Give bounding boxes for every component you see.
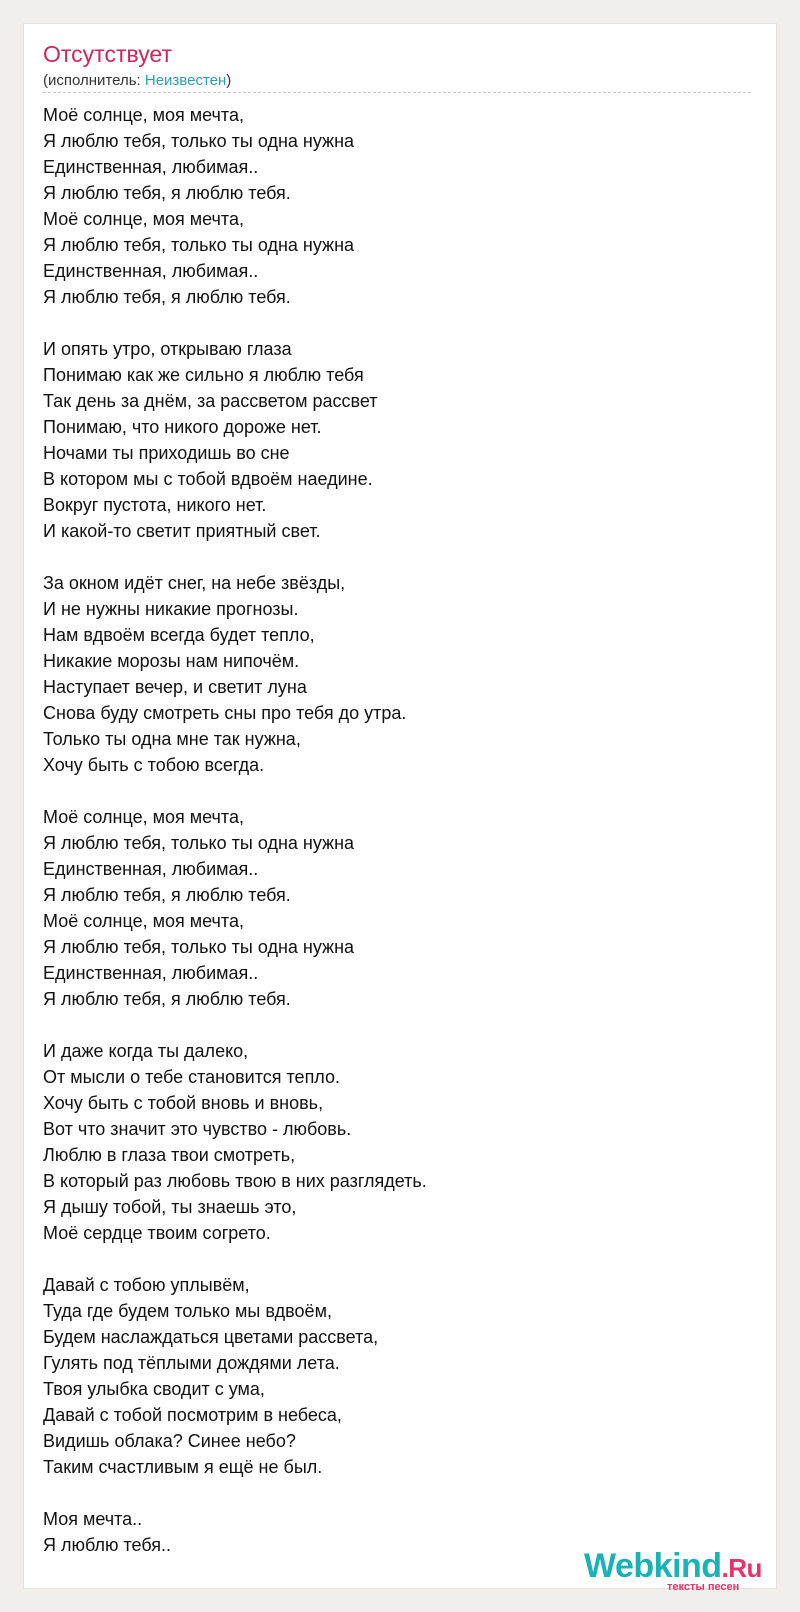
lyric-line: Я люблю тебя, только ты одна нужна [43,131,355,151]
lyric-line: Вот что значит это чувство - любовь. [43,1119,352,1139]
stanza-gap [43,1012,743,1038]
lyric-line: Ночами ты приходишь во сне [43,443,290,463]
lyric-line: Я дышу тобой, ты знаешь это, [43,1197,297,1217]
lyric-line: Наступает вечер, и светит луна [43,677,307,697]
lyric-line: Моё сердце твоим согрето. [43,1223,271,1243]
logo-tld: .Ru [721,1553,762,1583]
lyric-line: Моё солнце, моя мечта, [43,911,244,931]
artist-suffix: ) [226,72,232,89]
lyric-line: Люблю в глаза твои смотреть, [43,1145,296,1165]
lyric-line: Будем наслаждаться цветами рассвета, [43,1327,379,1347]
lyric-line: Гулять под тёплыми дождями лета. [43,1353,340,1373]
logo-tagline: тексты песен [667,1581,740,1593]
lyric-line: И какой-то светит приятный свет. [43,521,321,541]
lyric-line: И опять утро, открываю глаза [43,339,292,359]
lyric-line: Я люблю тебя, я люблю тебя. [43,287,291,307]
stanza-gap [43,310,743,336]
lyric-line: Моё солнце, моя мечта, [43,807,244,827]
stanza-gap [43,1480,743,1506]
lyric-line: Я люблю тебя.. [43,1535,172,1555]
lyric-line: Я люблю тебя, только ты одна нужна [43,235,355,255]
stanza-gap [43,778,743,804]
stanza-gap [43,544,743,570]
lyric-line: Моё солнце, моя мечта, [43,105,244,125]
lyric-line: В который раз любовь твою в них разглядеть. [43,1171,427,1191]
lyric-line: Так день за днём, за рассветом рассвет [43,391,378,411]
lyric-line: Видишь облака? Синее небо? [43,1431,296,1451]
lyric-line: Единственная, любимая.. [43,261,259,281]
logo-name: Webkind [584,1547,722,1585]
lyric-line: Я люблю тебя, только ты одна нужна [43,937,355,957]
lyric-line: Я люблю тебя, я люблю тебя. [43,989,291,1009]
lyric-line: Моё солнце, моя мечта, [43,209,244,229]
song-title: Отсутствует [43,41,172,67]
artist-line [43,72,231,90]
lyric-line: От мысли о тебе становится тепло. [43,1067,341,1087]
lyric-line: Нам вдвоём всегда будет тепло, [43,625,315,645]
lyric-line: Единственная, любимая.. [43,157,259,177]
lyric-line: Понимаю, что никого дороже нет. [43,417,322,437]
lyric-line: Никакие морозы нам нипочём. [43,651,300,671]
lyric-line: Моя мечта.. [43,1509,143,1529]
lyric-line: Хочу быть с тобой вновь и вновь, [43,1093,324,1113]
lyric-line: Единственная, любимая.. [43,963,259,983]
lyric-line: Твоя улыбка сводит с ума, [43,1379,265,1399]
lyrics-card [23,23,777,1593]
lyric-line: И не нужны никакие прогнозы. [43,599,299,619]
lyric-line: Я люблю тебя, я люблю тебя. [43,183,291,203]
lyric-line: Давай с тобою уплывём, [43,1275,250,1295]
lyric-line: Таким счастливым я ещё не был. [43,1457,323,1477]
lyric-line: Туда где будем только мы вдвоём, [43,1301,332,1321]
lyric-line: Хочу быть с тобою всегда. [43,755,265,775]
lyric-line: И даже когда ты далеко, [43,1041,249,1061]
lyric-line: Только ты одна мне так нужна, [43,729,301,749]
lyric-line: Я люблю тебя, я люблю тебя. [43,885,291,905]
lyric-line: За окном идёт снег, на небе звёзды, [43,573,346,593]
artist-prefix: (исполнитель: [43,72,145,89]
site-logo[interactable] [584,1546,774,1596]
lyric-line: Я люблю тебя, только ты одна нужна [43,833,355,853]
lyric-line: Снова буду смотреть сны про тебя до утра. [43,703,407,723]
lyric-line: Вокруг пустота, никого нет. [43,495,267,515]
artist-link[interactable]: Неизвестен [144,72,227,89]
lyric-line: В котором мы с тобой вдвоём наедине. [43,469,373,489]
header-divider [43,92,751,93]
lyric-line: Давай с тобой посмотрим в небеса, [43,1405,342,1425]
stanza-gap [43,1246,743,1272]
lyrics-text [43,102,743,1558]
lyric-line: Понимаю как же сильно я люблю тебя [43,365,364,385]
lyric-line: Единственная, любимая.. [43,859,259,879]
